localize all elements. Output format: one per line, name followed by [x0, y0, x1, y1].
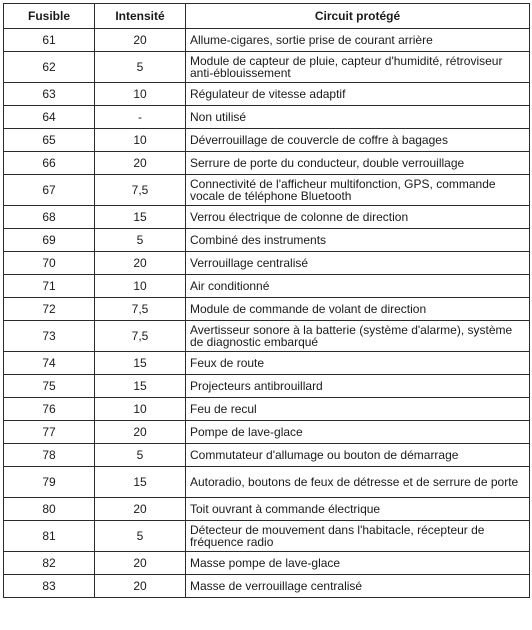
current-cell: 20: [95, 252, 186, 275]
current-cell: 10: [95, 129, 186, 152]
circuit-cell: Régulateur de vitesse adaptif: [186, 83, 530, 106]
header-row: [4, 4, 530, 29]
fuse-number-cell: 72: [4, 298, 95, 321]
fuse-number-cell: 61: [4, 29, 95, 52]
table-body: [4, 29, 530, 598]
table-header: [4, 4, 530, 29]
circuit-cell: Verrou électrique de colonne de direction: [186, 206, 530, 229]
circuit-cell: Autoradio, boutons de feux de détresse et de serrure de porte: [186, 467, 530, 498]
circuit-cell: Combiné des instruments: [186, 229, 530, 252]
current-cell: 15: [95, 206, 186, 229]
circuit-cell: Masse de verrouillage centralisé: [186, 575, 530, 598]
table-row: [4, 298, 530, 321]
circuit-cell: Module de capteur de pluie, capteur d'humidité, rétroviseur anti-éblouissement: [186, 52, 530, 83]
table-row: [4, 375, 530, 398]
fuse-number-cell: 65: [4, 129, 95, 152]
circuit-cell: Toit ouvrant à commande électrique: [186, 498, 530, 521]
fuse-number-cell: 71: [4, 275, 95, 298]
circuit-cell: Commutateur d'allumage ou bouton de démarrage: [186, 444, 530, 467]
fuse-number-cell: 62: [4, 52, 95, 83]
current-cell: 7,5: [95, 298, 186, 321]
circuit-cell: Détecteur de mouvement dans l'habitacle, récepteur de fréquence radio: [186, 521, 530, 552]
fuse-number-cell: 64: [4, 106, 95, 129]
table-row: [4, 552, 530, 575]
circuit-cell: Verrouillage centralisé: [186, 252, 530, 275]
table-row: [4, 229, 530, 252]
table-row: [4, 352, 530, 375]
current-cell: 20: [95, 29, 186, 52]
fuse-number-cell: 67: [4, 175, 95, 206]
fuse-table: [3, 3, 530, 598]
current-cell: 20: [95, 552, 186, 575]
table-row: [4, 521, 530, 552]
current-cell: 20: [95, 421, 186, 444]
table-row: [4, 129, 530, 152]
circuit-cell: Connectivité de l'afficheur multifonction, GPS, commande vocale de téléphone Bluetooth: [186, 175, 530, 206]
current-cell: 15: [95, 352, 186, 375]
fuse-number-cell: 69: [4, 229, 95, 252]
table-row: [4, 252, 530, 275]
table-row: [4, 467, 530, 498]
fuse-number-cell: 83: [4, 575, 95, 598]
table-row: [4, 498, 530, 521]
current-cell: -: [95, 106, 186, 129]
current-cell: 5: [95, 229, 186, 252]
current-cell: 7,5: [95, 321, 186, 352]
current-cell: 10: [95, 398, 186, 421]
circuit-cell: Feux de route: [186, 352, 530, 375]
table-row: [4, 275, 530, 298]
current-cell: 20: [95, 498, 186, 521]
current-cell: 7,5: [95, 175, 186, 206]
circuit-cell: Non utilisé: [186, 106, 530, 129]
table-row: [4, 29, 530, 52]
current-cell: 15: [95, 375, 186, 398]
table-row: [4, 152, 530, 175]
current-cell: 20: [95, 575, 186, 598]
table-row: [4, 206, 530, 229]
circuit-cell: Avertisseur sonore à la batterie (système d'alarme), système de diagnostic embarqué: [186, 321, 530, 352]
current-cell: 10: [95, 83, 186, 106]
current-cell: 20: [95, 152, 186, 175]
fuse-number-cell: 68: [4, 206, 95, 229]
fuse-number-cell: 70: [4, 252, 95, 275]
circuit-cell: Déverrouillage de couvercle de coffre à bagages: [186, 129, 530, 152]
fuse-number-cell: 80: [4, 498, 95, 521]
table-row: [4, 444, 530, 467]
table-row: [4, 421, 530, 444]
fuse-number-cell: 63: [4, 83, 95, 106]
fuse-number-cell: 78: [4, 444, 95, 467]
circuit-cell: Air conditionné: [186, 275, 530, 298]
fuse-number-cell: 77: [4, 421, 95, 444]
header-fuse: Fusible: [4, 4, 95, 29]
circuit-cell: Pompe de lave-glace: [186, 421, 530, 444]
table-row: [4, 398, 530, 421]
table-row: [4, 83, 530, 106]
circuit-cell: Allume-cigares, sortie prise de courant arrière: [186, 29, 530, 52]
current-cell: 5: [95, 521, 186, 552]
circuit-cell: Feu de recul: [186, 398, 530, 421]
current-cell: 15: [95, 467, 186, 498]
circuit-cell: Masse pompe de lave-glace: [186, 552, 530, 575]
current-cell: 10: [95, 275, 186, 298]
table-row: [4, 321, 530, 352]
fuse-number-cell: 81: [4, 521, 95, 552]
fuse-number-cell: 79: [4, 467, 95, 498]
table-row: [4, 106, 530, 129]
table-row: [4, 575, 530, 598]
current-cell: 5: [95, 444, 186, 467]
current-cell: 5: [95, 52, 186, 83]
fuse-number-cell: 82: [4, 552, 95, 575]
circuit-cell: Serrure de porte du conducteur, double verrouillage: [186, 152, 530, 175]
fuse-number-cell: 66: [4, 152, 95, 175]
fuse-number-cell: 75: [4, 375, 95, 398]
header-circuit: Circuit protégé: [186, 4, 530, 29]
table-row: [4, 52, 530, 83]
circuit-cell: Projecteurs antibrouillard: [186, 375, 530, 398]
fuse-number-cell: 76: [4, 398, 95, 421]
header-current: Intensité: [95, 4, 186, 29]
table-row: [4, 175, 530, 206]
fuse-number-cell: 74: [4, 352, 95, 375]
fuse-number-cell: 73: [4, 321, 95, 352]
circuit-cell: Module de commande de volant de direction: [186, 298, 530, 321]
